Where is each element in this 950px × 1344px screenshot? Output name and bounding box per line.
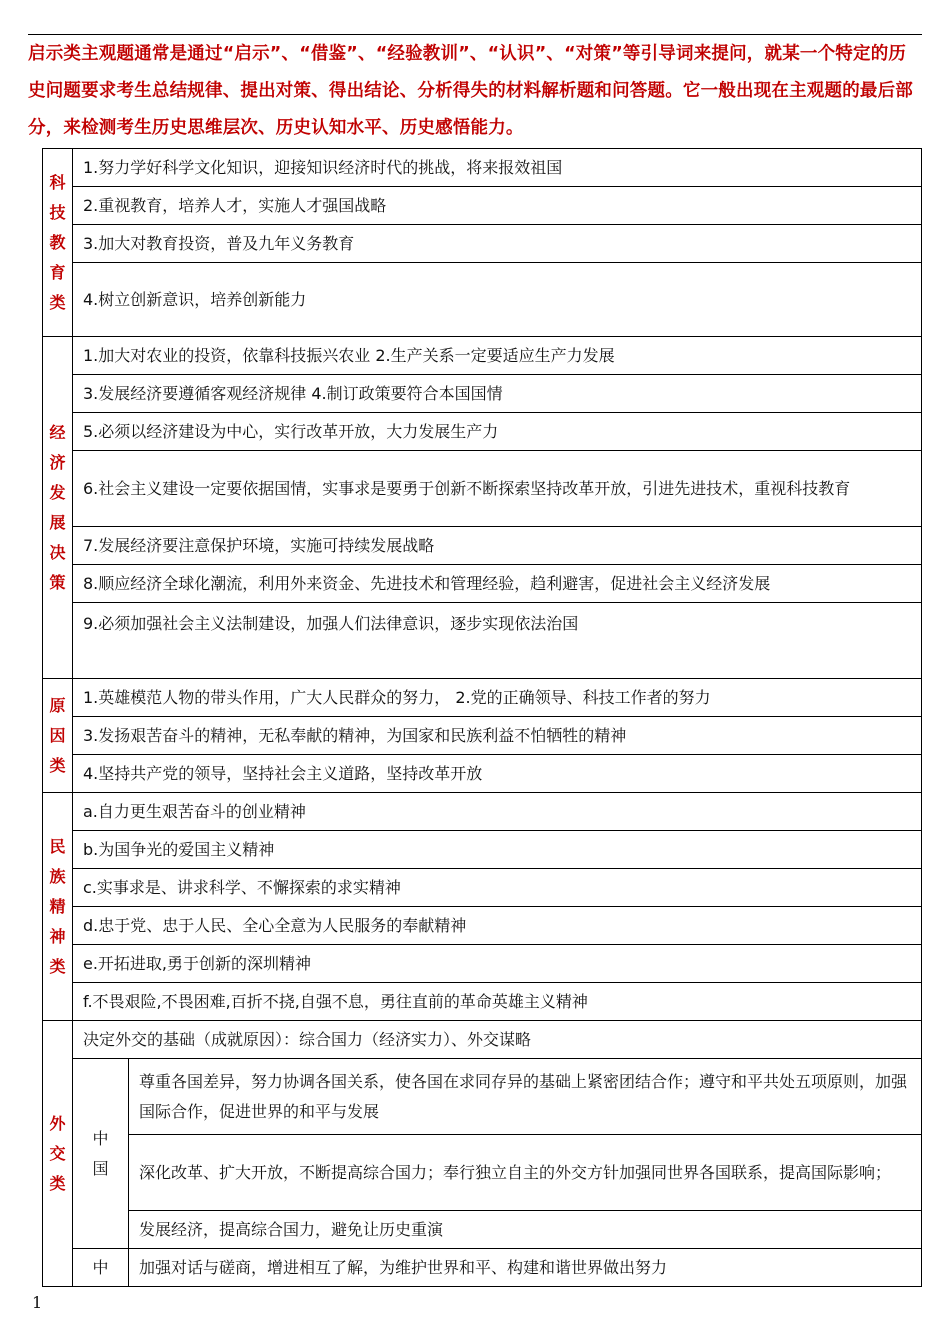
china-item: 尊重各国差异，努力协调各国关系，使各国在求同存异的基础上紧密团结合作；遵守和平共处五项原则，加强国际合作，促进世界的和平与发展 bbox=[129, 1059, 922, 1135]
tech-item: 4.树立创新意识，培养创新能力 bbox=[73, 263, 922, 337]
category-economy: 经 济 发 展 决 策 bbox=[43, 337, 73, 679]
economy-item: 9.必须加强社会主义法制建设，加强人们法律意识，逐步实现依法治国 bbox=[73, 603, 922, 679]
spirit-item: e.开拓进取,勇于创新的深圳精神 bbox=[73, 945, 922, 983]
page-number: 1 bbox=[32, 1293, 43, 1312]
reason-item: 1.英雄模范人物的带头作用，广大人民群众的努力， 2.党的正确领导、科技工作者的努力 bbox=[73, 679, 922, 717]
spirit-item: b.为国争光的爱国主义精神 bbox=[73, 831, 922, 869]
subcategory-china: 中 国 bbox=[73, 1059, 129, 1249]
spirit-item: c.实事求是、讲求科学、不懈探索的求实精神 bbox=[73, 869, 922, 907]
reason-item: 4.坚持共产党的领导，坚持社会主义道路，坚持改革开放 bbox=[73, 755, 922, 793]
economy-item: 1.加大对农业的投资，依靠科技振兴农业 2.生产关系一定要适应生产力发展 bbox=[73, 337, 922, 375]
china-item: 发展经济，提高综合国力，避免让历史重演 bbox=[129, 1211, 922, 1249]
spirit-item: f.不畏艰险,不畏困难,百折不挠,自强不息，勇往直前的革命英雄主义精神 bbox=[73, 983, 922, 1021]
category-diplomacy: 外 交 类 bbox=[43, 1021, 73, 1287]
summary-table bbox=[42, 148, 922, 1287]
category-tech: 科 技 教 育 类 bbox=[43, 149, 73, 337]
economy-item: 5.必须以经济建设为中心，实行改革开放，大力发展生产力 bbox=[73, 413, 922, 451]
tech-item: 2.重视教育，培养人才，实施人才强国战略 bbox=[73, 187, 922, 225]
economy-item: 7.发展经济要注意保护环境，实施可持续发展战略 bbox=[73, 527, 922, 565]
diplomacy-last-item: 加强对话与磋商，增进相互了解，为维护世界和平、构建和谐世界做出努力 bbox=[129, 1249, 922, 1287]
economy-item: 3.发展经济要遵循客观经济规律 4.制订政策要符合本国国情 bbox=[73, 375, 922, 413]
economy-item: 6.社会主义建设一定要依据国情，实事求是要勇于创新不断探索坚持改革开放，引进先进技术，重视科技教育 bbox=[73, 451, 922, 527]
tech-item: 3.加大对教育投资，普及九年义务教育 bbox=[73, 225, 922, 263]
top-rule bbox=[28, 34, 922, 35]
category-reason: 原 因 类 bbox=[43, 679, 73, 793]
economy-item: 8.顺应经济全球化潮流，利用外来资金、先进技术和管理经验，趋利避害，促进社会主义经济发展 bbox=[73, 565, 922, 603]
reason-item: 3.发扬艰苦奋斗的精神，无私奉献的精神，为国家和民族利益不怕牺牲的精神 bbox=[73, 717, 922, 755]
china-item: 深化改革、扩大开放，不断提高综合国力；奉行独立自主的外交方针加强同世界各国联系，提高国际影响； bbox=[129, 1135, 922, 1211]
spirit-item: a.自力更生艰苦奋斗的创业精神 bbox=[73, 793, 922, 831]
tech-item: 1.努力学好科学文化知识，迎接知识经济时代的挑战，将来报效祖国 bbox=[73, 149, 922, 187]
diplomacy-basis: 决定外交的基础（成就原因）：综合国力（经济实力）、外交谋略 bbox=[73, 1021, 922, 1059]
spirit-item: d.忠于党、忠于人民、全心全意为人民服务的奉献精神 bbox=[73, 907, 922, 945]
subcategory-last: 中 bbox=[73, 1249, 129, 1287]
category-spirit: 民 族 精 神 类 bbox=[43, 793, 73, 1021]
intro-paragraph: 启示类主观题通常是通过“启示”、“借鉴”、“经验教训”、“认识”、“对策”等引导词来提问，就某一个特定的历史问题要求考生总结规律、提出对策、得出结论、分析得失的材料解析题和问答题。它一般出现在主观题的最后部分，来检测考生历史思维层次、历史认知水平、历史感悟能力。 bbox=[28, 44, 913, 138]
